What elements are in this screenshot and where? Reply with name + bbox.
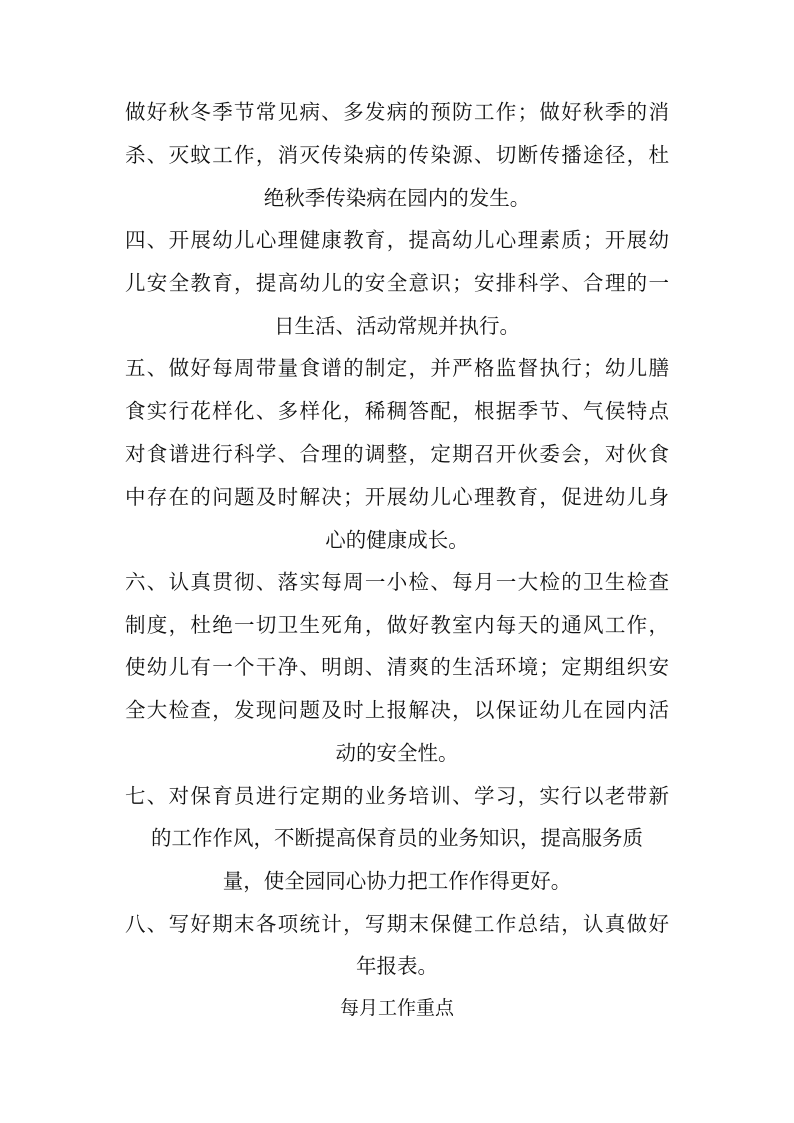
paragraph-line: 八、写好期末各项统计，写期末保健工作总结，认真做好 (125, 912, 669, 936)
paragraph-line: 七、对保育员进行定期的业务培训、学习，实行以老带新 (125, 784, 669, 808)
section-heading: 每月工作重点 (339, 997, 454, 1019)
paragraph-line: 使幼儿有一个干净、明朗、清爽的生活环境；定期组织安 (125, 655, 669, 679)
paragraph-line: 食实行花样化、多样化，稀稠答配，根据季节、气侯特点 (125, 399, 669, 423)
paragraph-line: 心的健康成长。 (325, 528, 469, 552)
paragraph-line: 中存在的问题及时解决；开展幼儿心理教育，促进幼儿身 (125, 485, 669, 509)
paragraph-line: 对食谱进行科学、合理的调整，定期召开伙委会，对伙食 (125, 442, 669, 466)
paragraph-line: 的工作作风，不断提高保育员的业务知识，提高服务质 (151, 826, 643, 850)
paragraph-line: 动的安全性。 (335, 741, 459, 765)
paragraph-line: 六、认真贯彻、落实每周一小检、每月一大检的卫生检查 (125, 570, 669, 594)
paragraph-line: 年报表。 (356, 954, 438, 978)
paragraph-line: 制度，杜绝一切卫生死角，做好教室内每天的通风工作， (125, 613, 669, 637)
paragraph-line: 日生活、活动常规并执行。 (274, 314, 520, 338)
paragraph-line: 全大检查，发现问题及时上报解决，以保证幼儿在园内活 (125, 698, 669, 722)
paragraph-line: 量，使全园同心协力把工作作得更好。 (222, 869, 572, 893)
paragraph-line: 儿安全教育，提高幼儿的安全意识；安排科学、合理的一 (125, 271, 669, 295)
paragraph-line: 绝秋季传染病在园内的发生。 (263, 186, 531, 210)
paragraph-line: 杀、灭蚊工作，消灭传染病的传染源、切断传播途径，杜 (125, 143, 669, 167)
paragraph-line: 五、做好每周带量食谱的制定，并严格监督执行；幼儿膳 (125, 356, 669, 380)
paragraph-line: 做好秋冬季节常见病、多发病的预防工作；做好秋季的消 (125, 100, 669, 124)
paragraph-line: 四、开展幼儿心理健康教育，提高幼儿心理素质；开展幼 (125, 228, 669, 252)
